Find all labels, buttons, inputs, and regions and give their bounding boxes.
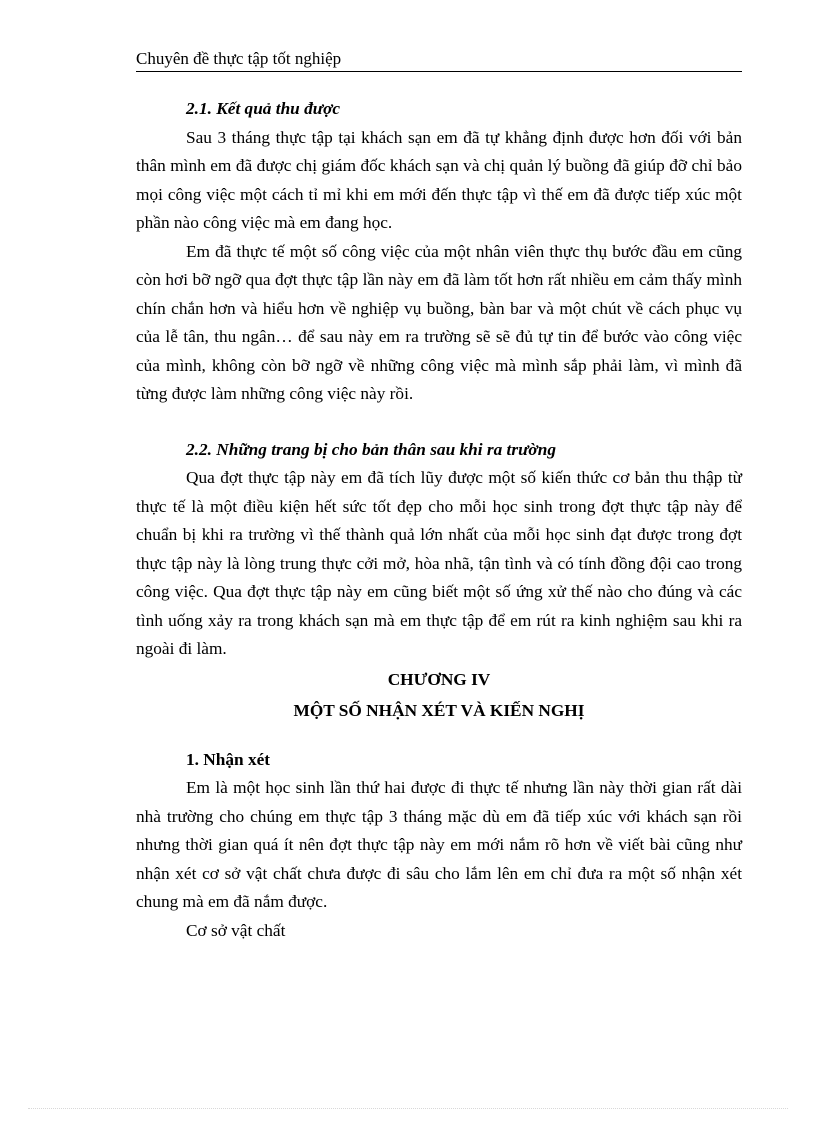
page-footer-divider	[28, 1108, 788, 1109]
document-body	[136, 95, 742, 945]
section-heading-2-2: 2.2. Những trang bị cho bản thân sau khi ra trường	[186, 439, 556, 459]
chapter-title: MỘT SỐ NHẬN XÉT VÀ KIẾN NGHỊ	[293, 700, 585, 720]
spacer	[136, 726, 742, 746]
paragraph: Sau 3 tháng thực tập tại khách sạn em đã tự khẳng định được hơn đối với bản thân mình em đã được chị giám đốc khách sạn và chị quản lý buồng đã giúp đỡ chỉ bảo mọi công việc một cách tỉ mỉ khi em mới đến thực tập vì thế em đã được tiếp xúc một phần nào công việc mà em đang học.	[136, 127, 742, 232]
paragraph: Em đã thực tế một số công việc của một nhân viên thực thụ bước đầu em cũng còn hơi bỡ ngỡ qua đợt thực tập lần này em đã làm tốt hơn rất nhiều em cảm thấy mình chín chắn hơn và hiểu hơn về nghiệp vụ buồng, bàn bar và một chút về cách phục vụ của lễ tân, thu ngân… để sau này em ra trường sẽ sẽ đủ tự tin để bước vào công việc của mình, không còn bỡ ngỡ về những công việc mà mình sắp phải làm, vì mình đã từng được làm những công việc này rồi.	[136, 241, 742, 403]
subitem-label: Cơ sở vật chất	[186, 920, 286, 940]
chapter-number: CHƯƠNG IV	[387, 669, 491, 689]
section-heading-1: 1. Nhận xét	[186, 749, 271, 769]
section-heading-2-1: 2.1. Kết quả thu được	[186, 99, 341, 118]
header-title: Chuyên đề thực tập tốt nghiệp	[136, 49, 342, 68]
spacer	[136, 409, 742, 436]
paragraph: Qua đợt thực tập này em đã tích lũy được một số kiến thức cơ bản thu thập từ thực tế là một điều kiện hết sức tốt đẹp cho mỗi học sinh trong đợt thực tập này để chuẩn bị khi ra trường vì thế thành quả lớn nhất của mỗi học sinh đạt được trong đợt thực tập này là lòng trung thực cởi mở, hòa nhã, tận tình và có tính đồng đội cao trong công việc. Qua đợt thực tập này em cũng biết một số ứng xử thế nào cho đúng và các tình uống xảy ra trong khách sạn mà em thực tập để em rút ra kinh nghiệm sau khi ra ngoài đi làm.	[136, 468, 742, 658]
paragraph: Em là một học sinh lần thứ hai được đi thực tế nhưng lần này thời gian rất dài nhà trường cho chúng em thực tập 3 tháng mặc dù em đã tiếp xúc với khách sạn rồi nhưng thời gian quá ít nên đợt thực tập này em mới nắm rõ hơn về viết bài cũng như nhận xét cơ sở vật chất chưa được đi sâu cho lắm lên em chỉ đưa ra một số nhận xét chung mà em đã nắm được.	[136, 778, 742, 911]
page-header	[136, 48, 742, 72]
